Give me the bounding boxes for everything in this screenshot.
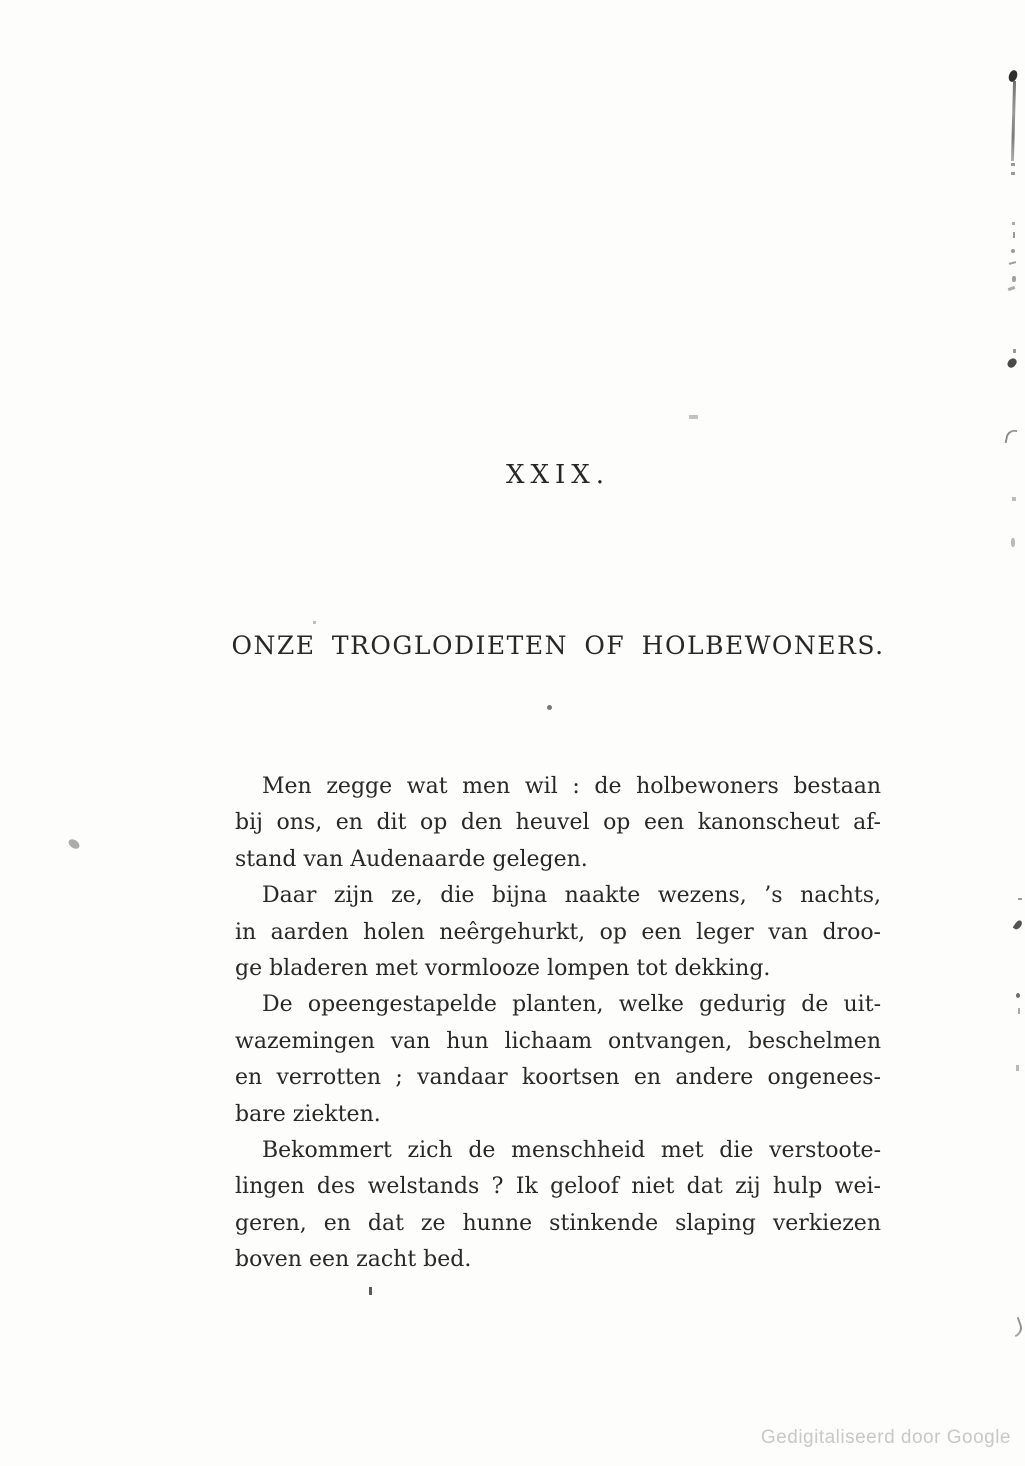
text-line: stand van Audenaarde gelegen. [235,846,588,872]
text-line: Bekommert zich de menschheid met die verstoote- [262,1138,881,1164]
text-line: boven een zacht bed. [235,1247,472,1273]
scan-speck [313,621,316,624]
scan-artifact [1018,898,1022,900]
text-line: en verrotten ; vandaar koortsen en andere ongenees- [235,1065,881,1091]
scan-speck [547,705,552,710]
text-line: Men zegge wat men wil : de holbewoners bestaan [262,774,881,799]
text-line: bij ons, en dit op den heuvel op een kanonscheut af- [235,810,881,836]
scan-artifact [1009,1317,1025,1337]
chapter-title: ONZE TROGLODIETEN OF HOLBEWONERS. [231,631,885,660]
scan-artifact [1016,1065,1019,1071]
scan-artifact [1013,919,1024,931]
scan-speck [369,1287,372,1295]
scan-artifact [1011,81,1016,161]
scan-artifact [1012,276,1016,282]
scan-artifact [1012,497,1016,501]
scan-artifact [1005,428,1018,445]
scan-artifact [1009,261,1016,265]
text-line: Daar zijn ze, die bijna naakte wezens, ’s nachts, [262,883,881,909]
text-line: bare ziekten. [235,1101,381,1127]
scan-artifact [1013,349,1016,353]
scan-artifact [1012,222,1015,225]
chapter-number: XXIX. [505,460,611,490]
scan-artifact [1011,163,1015,166]
scan-artifact [1011,172,1015,175]
scan-artifact [1008,286,1016,291]
scan-artifact [1013,232,1015,238]
text-line: ge bladeren met vormlooze lompen tot dekking. [235,956,771,982]
scan-speck [689,415,698,419]
scan-artifact [1016,993,1020,998]
scan-artifact [1011,538,1015,547]
text-line: in aarden holen neêrgehurkt, op een leger van droo- [235,919,881,945]
text-line: wazemingen van hun lichaam ontvangen, beschelmen [235,1028,881,1054]
scan-smudge [67,837,81,850]
google-digitized-watermark: Gedigitaliseerd door Google [760,1427,1011,1448]
scan-artifact [1011,249,1015,253]
text-line: De opeengestapelde planten, welke gedurig de uit- [262,992,881,1018]
text-line: lingen des welstands ? Ik geloof niet dat zij hulp wei- [235,1174,881,1200]
scan-artifact [1006,357,1018,370]
body-text [235,769,881,1279]
scan-artifact [1018,1008,1020,1014]
text-block [231,0,885,1466]
text-line: geren, en dat ze hunne stinkende slaping verkiezen [235,1210,881,1236]
